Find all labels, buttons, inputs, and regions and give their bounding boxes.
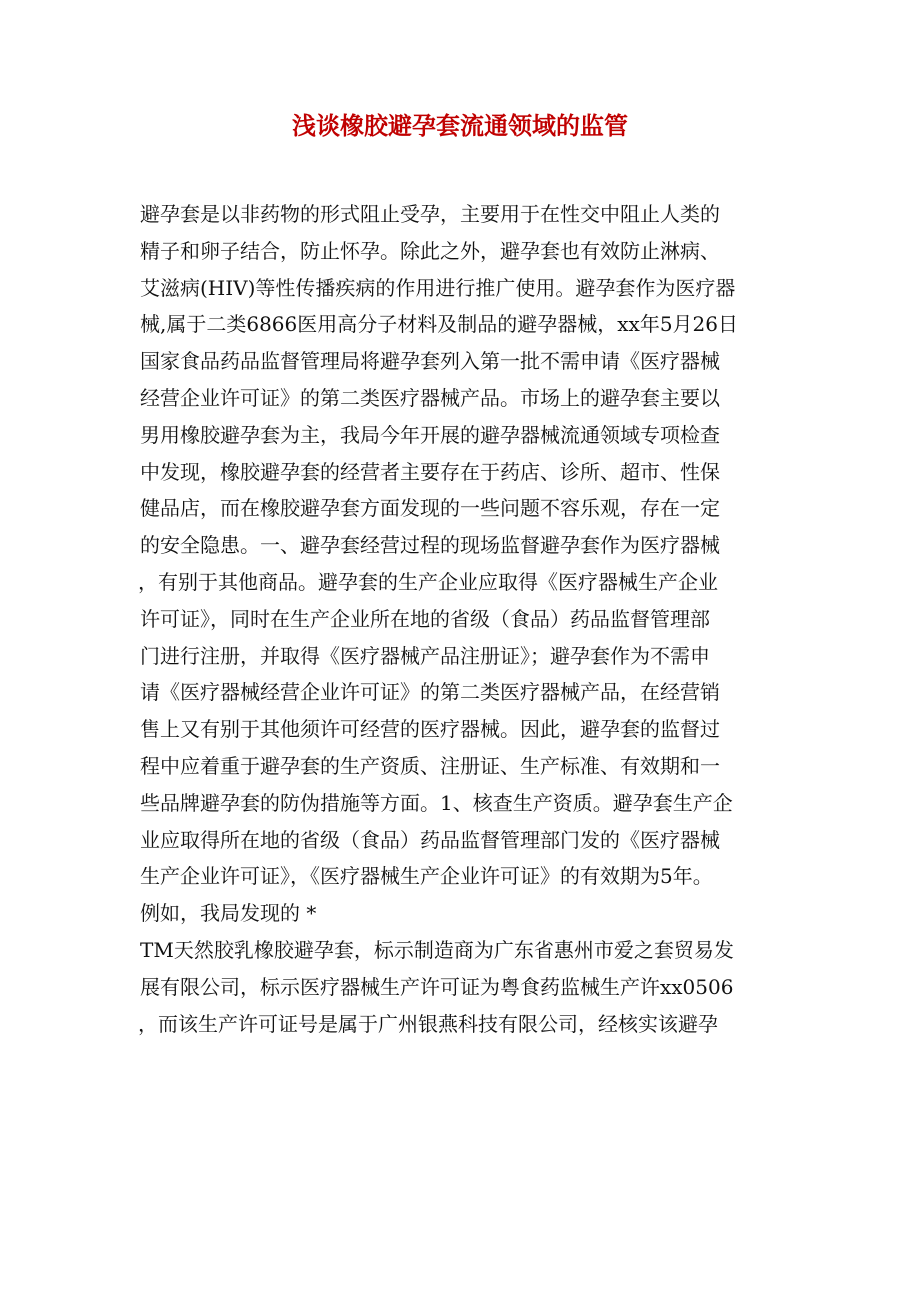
document-body bbox=[140, 196, 800, 1042]
body-line: 中发现，橡胶避孕套的经营者主要存在于药店、诊所、超市、性保 bbox=[140, 459, 720, 484]
body-line: 避孕套是以非药物的形式阻止受孕，主要用于在性交中阻止人类的 bbox=[140, 202, 720, 226]
body-line: 请《医疗器械经营企业许可证》的第二类医疗器械产品，在经营销 bbox=[140, 680, 720, 705]
body-line: 的安全隐患。一、避孕套经营过程的现场监督避孕套作为医疗器械 bbox=[140, 533, 720, 558]
body-line: 经营企业许可证》的第二类医疗器械产品。市场上的避孕套主要以 bbox=[140, 385, 720, 410]
body-line: 展有限公司，标示医疗器械生产许可证为粤食药监械生产许xx0506 bbox=[140, 974, 734, 999]
body-line: ，而该生产许可证号是属于广州银燕科技有限公司，经核实该避孕 bbox=[138, 1011, 718, 1036]
body-line: 生产企业许可证》，《医疗器械生产企业许可证》的有效期为5年。 bbox=[140, 864, 713, 889]
body-line: 械,属于二类6866医用高分子材料及制品的避孕器械，xx年5月26日 bbox=[140, 312, 738, 337]
body-line: 业应取得所在地的省级（食品）药品监督管理部门发的《医疗器械 bbox=[140, 827, 720, 852]
body-line: TM天然胶乳橡胶避孕套，标示制造商为广东省惠州市爱之套贸易发 bbox=[140, 937, 734, 962]
body-line: 健品店，而在橡胶避孕套方面发现的一些问题不容乐观，存在一定 bbox=[140, 496, 720, 521]
body-line: 男用橡胶避孕套为主，我局今年开展的避孕器械流通领域专项检查 bbox=[140, 422, 720, 447]
document-title: 浅谈橡胶避孕套流通领域的监管 bbox=[292, 111, 628, 140]
body-line: 国家食品药品监督管理局将避孕套列入第一批不需申请《医疗器械 bbox=[140, 349, 720, 374]
body-line: 例如，我局发现的 * bbox=[140, 901, 317, 926]
body-line: 些品牌避孕套的防伪措施等方面。1、核查生产资质。避孕套生产企 bbox=[140, 790, 733, 815]
body-line: 精子和卵子结合，防止怀孕。除此之外，避孕套也有效防止淋病、 bbox=[140, 238, 720, 263]
body-line: 艾滋病(HIV)等性传播疾病的作用进行推广使用。避孕套作为医疗器 bbox=[140, 275, 736, 300]
body-line: 许可证》，同时在生产企业所在地的省级（食品）药品监督管理部 bbox=[140, 606, 710, 631]
body-line: ，有别于其他商品。避孕套的生产企业应取得《医疗器械生产企业 bbox=[138, 569, 718, 594]
body-line: 门进行注册，并取得《医疗器械产品注册证》；避孕套作为不需申 bbox=[140, 643, 710, 668]
body-line: 售上又有别于其他须许可经营的医疗器械。因此，避孕套的监督过 bbox=[140, 717, 720, 742]
body-line: 程中应着重于避孕套的生产资质、注册证、生产标准、有效期和一 bbox=[140, 753, 720, 778]
